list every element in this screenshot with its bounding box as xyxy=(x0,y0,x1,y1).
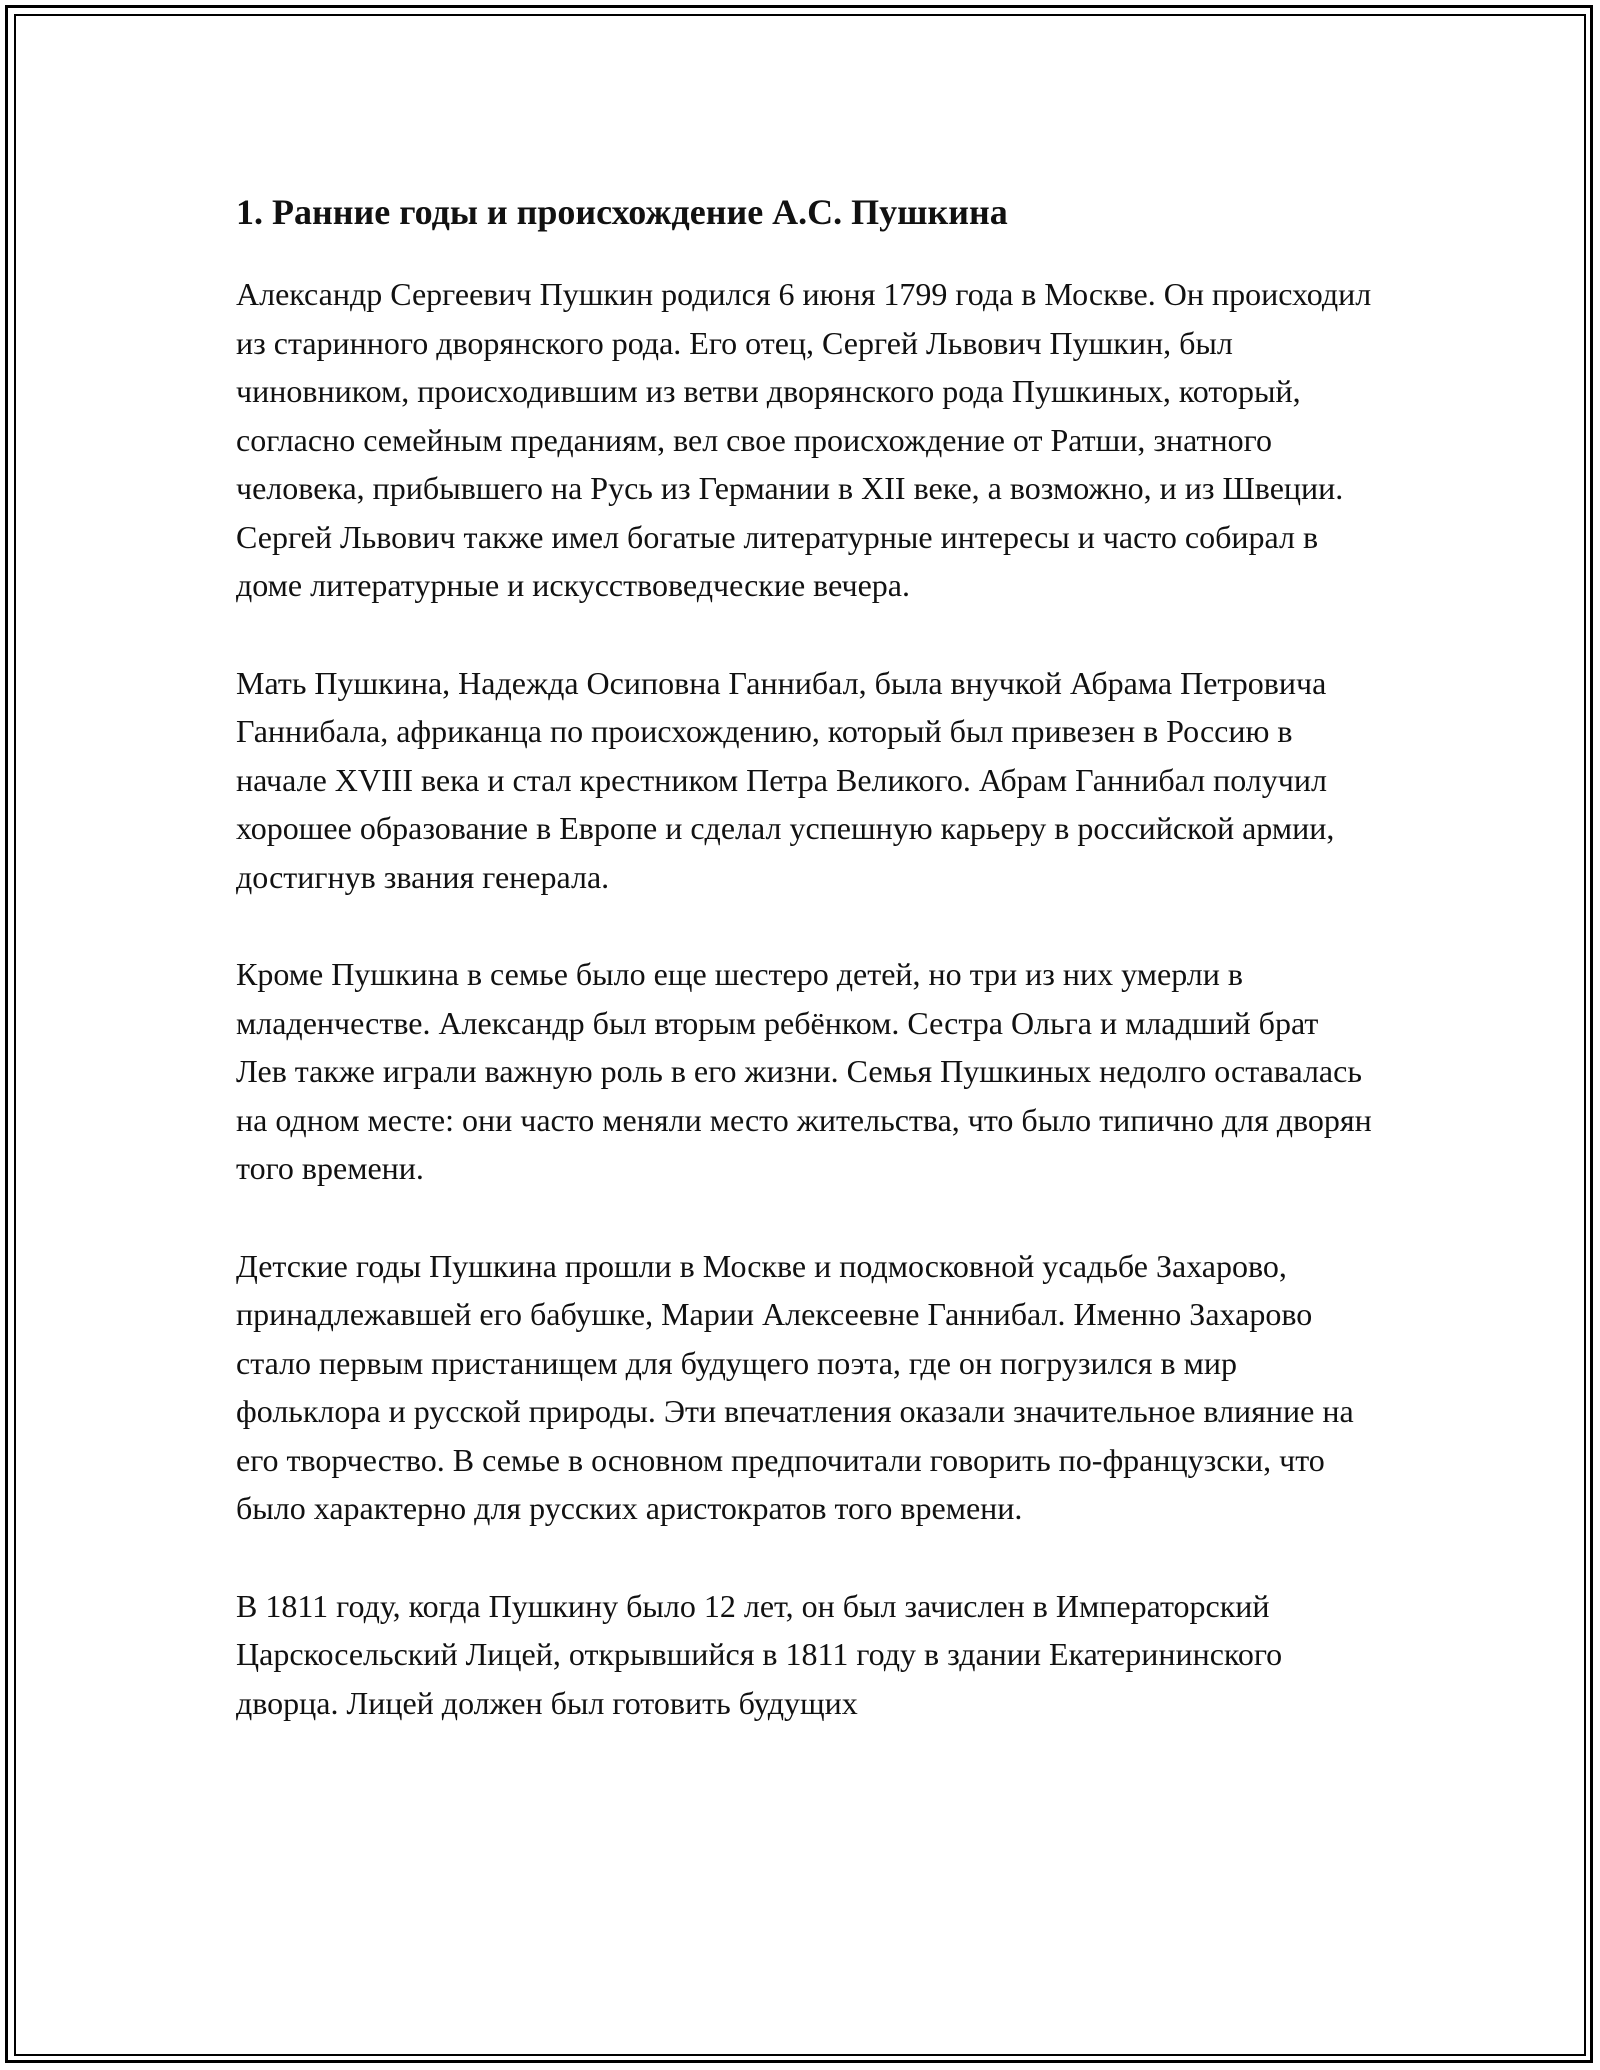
section-heading: 1. Ранние годы и происхождение А.С. Пушкина xyxy=(236,192,1008,232)
paragraph-3: Кроме Пушкина в семье было еще шестеро детей, но три из них умерли в младенчестве. Александр был вторым ребёнком. Сестра Ольга и младший брат Лев также играли важную роль в его жизни. Семья Пушкиных недолго оставалась на одном месте: они часто меняли место жительства, что было типично для дворян того времени. xyxy=(236,956,1372,1186)
paragraph-2: Мать Пушкина, Надежда Осиповна Ганнибал, была внучкой Абрама Петровича Ганнибала, африканца по происхождению, который был привезен в Россию в начале XVIII века и стал крестником Петра Великого. Абрам Ганнибал получил хорошее образование в Европе и сделал успешную карьеру в российской армии, достигнув звания генерала. xyxy=(236,664,1335,895)
paragraph-1: Александр Сергеевич Пушкин родился 6 июня 1799 года в Москве. Он происходил из старинного дворянского рода. Его отец, Сергей Львович Пушкин, был чиновником, происходившим из ветви дворянского рода Пушкиных, который, согласно семейным преданиям, вел свое происхождение от Ратши, знатного человека, прибывшего на Русь из Германии в XII веке, а возможно, и из Швеции. Сергей Львович также имел богатые литературные интересы и часто собирал в доме литературные и искусствоведческие вечера. xyxy=(236,276,1372,603)
paragraph-5: В 1811 году, когда Пушкину было 12 лет, он был зачислен в Императорский Царскосельский Лицей, открывшийся в 1811 году в здании Екатерининского дворца. Лицей должен был готовить будущих xyxy=(236,1587,1283,1721)
paragraph-4: Детские годы Пушкина прошли в Москве и подмосковной усадьбе Захарово, принадлежавшей его бабушке, Марии Алексеевне Ганнибал. Именно Захарово стало первым пристанищем для будущего поэта, где он погрузился в мир фольклора и русской природы. Эти впечатления оказали значительное влияние на его творчество. В семье в основном предпочитали говорить по-французски, что было характерно для русских аристократов того времени. xyxy=(236,1247,1354,1526)
document-body xyxy=(236,186,1376,1776)
